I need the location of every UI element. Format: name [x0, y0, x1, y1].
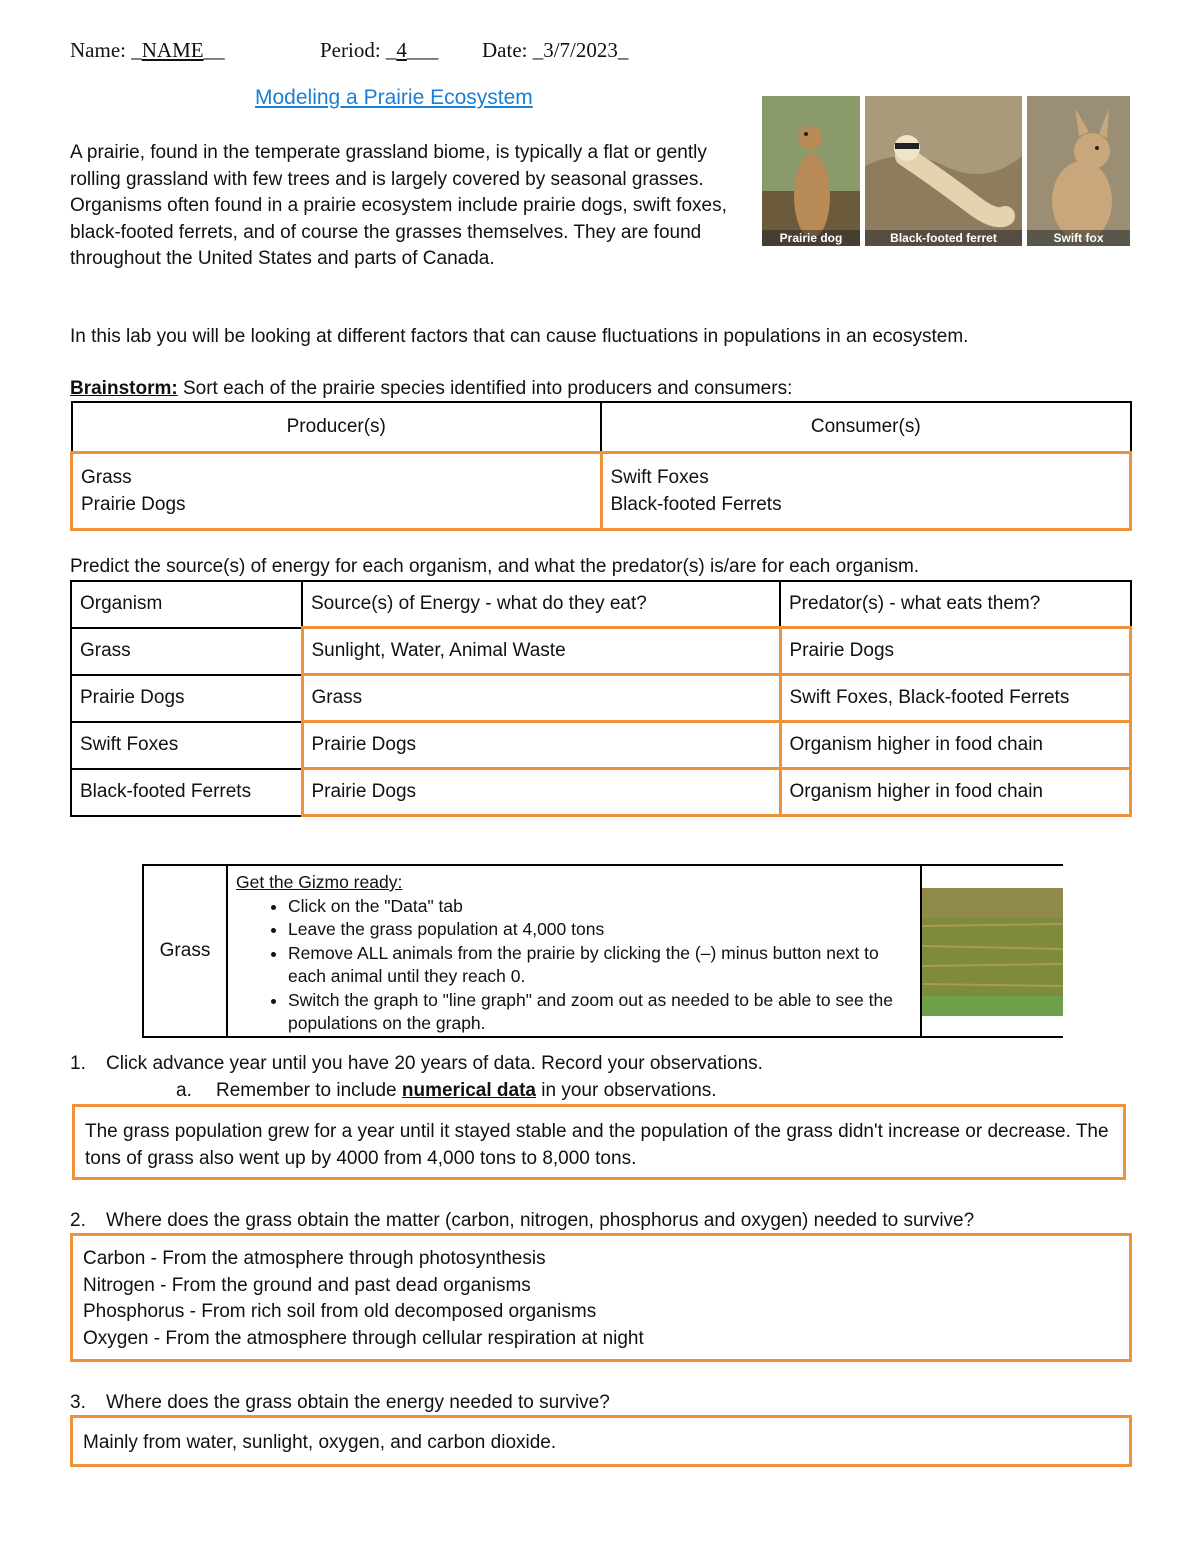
energy-answer[interactable]: Sunlight, Water, Animal Waste: [302, 628, 780, 675]
table-row: [71, 722, 1131, 769]
brainstorm-prompt: Brainstorm: Sort each of the prairie species identified into producers and consumers:: [70, 378, 793, 399]
answer-3[interactable]: Mainly from water, sunlight, oxygen, and carbon dioxide.: [70, 1415, 1132, 1467]
organism-cell: Prairie Dogs: [71, 675, 302, 722]
gizmo-label: Grass: [144, 866, 228, 1036]
question-3: 3. Where does the grass obtain the energy needed to survive?: [70, 1392, 610, 1413]
energy-answer[interactable]: Grass: [302, 675, 780, 722]
energy-answer[interactable]: Prairie Dogs: [302, 722, 780, 769]
table-header-row: [71, 581, 1131, 628]
predict-prompt: Predict the source(s) of energy for each organism, and what the predator(s) is/are for each organism.: [70, 556, 920, 577]
period-value: 4: [396, 38, 407, 62]
date-field: Date: _3/7/2023_: [482, 38, 629, 62]
intro-paragraph: A prairie, found in the temperate grassland biome, is typically a flat or gently rolling grassland with few trees and is largely covered by seasonal grasses. Organisms often found in a prairie ecosystem include prairie dogs, swift foxes, black-footed ferrets, and of course the grasses themselves. They are found throughout the United States and parts of Canada.: [70, 142, 727, 269]
predator-answer[interactable]: Organism higher in food chain: [780, 769, 1131, 816]
gizmo-title: Get the Gizmo ready:: [236, 872, 403, 892]
page-title[interactable]: Modeling a Prairie Ecosystem: [255, 86, 533, 109]
producer-header: Producer(s): [72, 402, 602, 453]
table-row: [71, 628, 1131, 675]
gizmo-step: • Remove ALL animals from the prairie by clicking the (–) minus button next to each animal until they reach 0.: [288, 942, 916, 989]
question-1: 1. Click advance year until you have 20 years of data. Record your observations.: [70, 1053, 763, 1074]
organism-cell: Swift Foxes: [71, 722, 302, 769]
gizmo-step: • Leave the grass population at 4,000 tons: [288, 918, 916, 942]
prairie-dog-photo: [762, 96, 860, 246]
photo-caption: Prairie dog: [762, 230, 860, 246]
header-predator: Predator(s) - what eats them?: [780, 581, 1131, 628]
period-field: Period: _4___: [320, 38, 439, 62]
organism-cell: Black-footed Ferrets: [71, 769, 302, 816]
producer-consumer-table: [70, 401, 1132, 531]
name-value: NAME: [141, 38, 204, 62]
photo-caption: Swift fox: [1027, 230, 1130, 246]
predator-answer[interactable]: Swift Foxes, Black-footed Ferrets: [780, 675, 1131, 722]
header-organism: Organism: [71, 581, 302, 628]
lab-statement: In this lab you will be looking at different factors that can cause fluctuations in populations in an ecosystem.: [70, 326, 969, 347]
question-1a: a. Remember to include numerical data in your observations.: [176, 1080, 717, 1101]
name-field: Name: _NAME__: [70, 38, 225, 62]
photo-caption: Black-footed ferret: [865, 230, 1022, 246]
predator-answer[interactable]: Prairie Dogs: [780, 628, 1131, 675]
consumers-answer[interactable]: Swift Foxes Black-footed Ferrets: [601, 453, 1131, 530]
table-row: [71, 769, 1131, 816]
gizmo-step: • Switch the graph to "line graph" and zoom out as needed to be able to see the populations on the graph.: [288, 989, 916, 1036]
swift-fox-photo: [1027, 96, 1130, 246]
gizmo-step: • Click on the "Data" tab: [288, 895, 916, 919]
gizmo-instructions: [236, 871, 916, 1036]
question-2: 2. Where does the grass obtain the matter (carbon, nitrogen, phosphorus and oxygen) needed to survive?: [70, 1210, 975, 1231]
energy-answer[interactable]: Prairie Dogs: [302, 769, 780, 816]
header-energy: Source(s) of Energy - what do they eat?: [302, 581, 780, 628]
ferret-photo: [865, 96, 1022, 246]
grass-photo: [920, 866, 1063, 1036]
answer-2[interactable]: Carbon - From the atmosphere through photosynthesis Nitrogen - From the ground and past dead organisms Phosphorus - From rich soil from old decomposed organisms Oxygen - From the atmosphere through cellular respiration at night: [70, 1233, 1132, 1362]
consumer-header: Consumer(s): [601, 402, 1131, 453]
predator-answer[interactable]: Organism higher in food chain: [780, 722, 1131, 769]
table-row: [71, 675, 1131, 722]
producers-answer[interactable]: Grass Prairie Dogs: [72, 453, 602, 530]
energy-table: [70, 580, 1132, 817]
answer-1[interactable]: The grass population grew for a year until it stayed stable and the population of the grass didn't increase or decrease. The tons of grass also went up by 4000 from 4,000 tons to 8,000 tons.: [72, 1104, 1126, 1180]
gizmo-instructions-box: [142, 864, 1063, 1038]
organism-cell: Grass: [71, 628, 302, 675]
